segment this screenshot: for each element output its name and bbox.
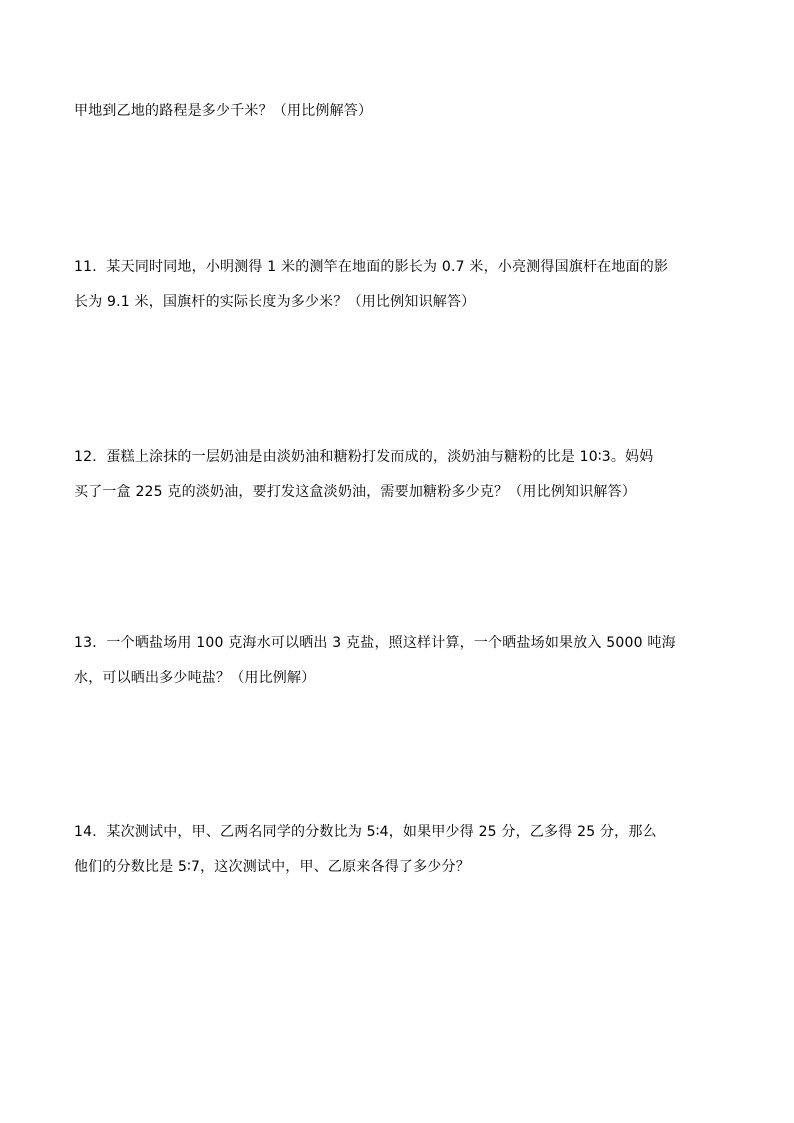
question-11 xyxy=(74,250,726,320)
text-line: 甲地到乙地的路程是多少千米？（用比例解答） xyxy=(74,103,373,119)
text-line: 14．某次测试中，甲、乙两名同学的分数比为 5∶4，如果甲少得 25 分，乙多得 25 分，那么 xyxy=(74,824,657,840)
text-line: 12．蛋糕上涂抹的一层奶油是由淡奶油和糖粉打发而成的，淡奶油与糖粉的比是 10∶3。妈妈 xyxy=(74,449,654,465)
text-line: 长为 9.1 米，国旗杆的实际长度为多少米？（用比例知识解答） xyxy=(74,294,476,310)
text-line: 水，可以晒出多少吨盐？（用比例解） xyxy=(74,670,316,686)
text-line: 13．一个晒盐场用 100 克海水可以晒出 3 克盐，照这样计算，一个晒盐场如果放入 5000 吨海 xyxy=(74,635,676,651)
text-line: 11．某天同时同地，小明测得 1 米的测竿在地面的影长为 0.7 米，小亮测得国旗杆在地面的影 xyxy=(74,259,669,275)
question-12 xyxy=(74,440,726,510)
question-13 xyxy=(74,626,726,696)
text-line: 买了一盒 225 克的淡奶油，要打发这盒淡奶油，需要加糖粉多少克？（用比例知识解答） xyxy=(74,484,637,500)
text-line: 他们的分数比是 5∶7，这次测试中，甲、乙原来各得了多少分？ xyxy=(74,859,470,875)
continued-question-text xyxy=(74,94,726,129)
question-14 xyxy=(74,815,726,885)
